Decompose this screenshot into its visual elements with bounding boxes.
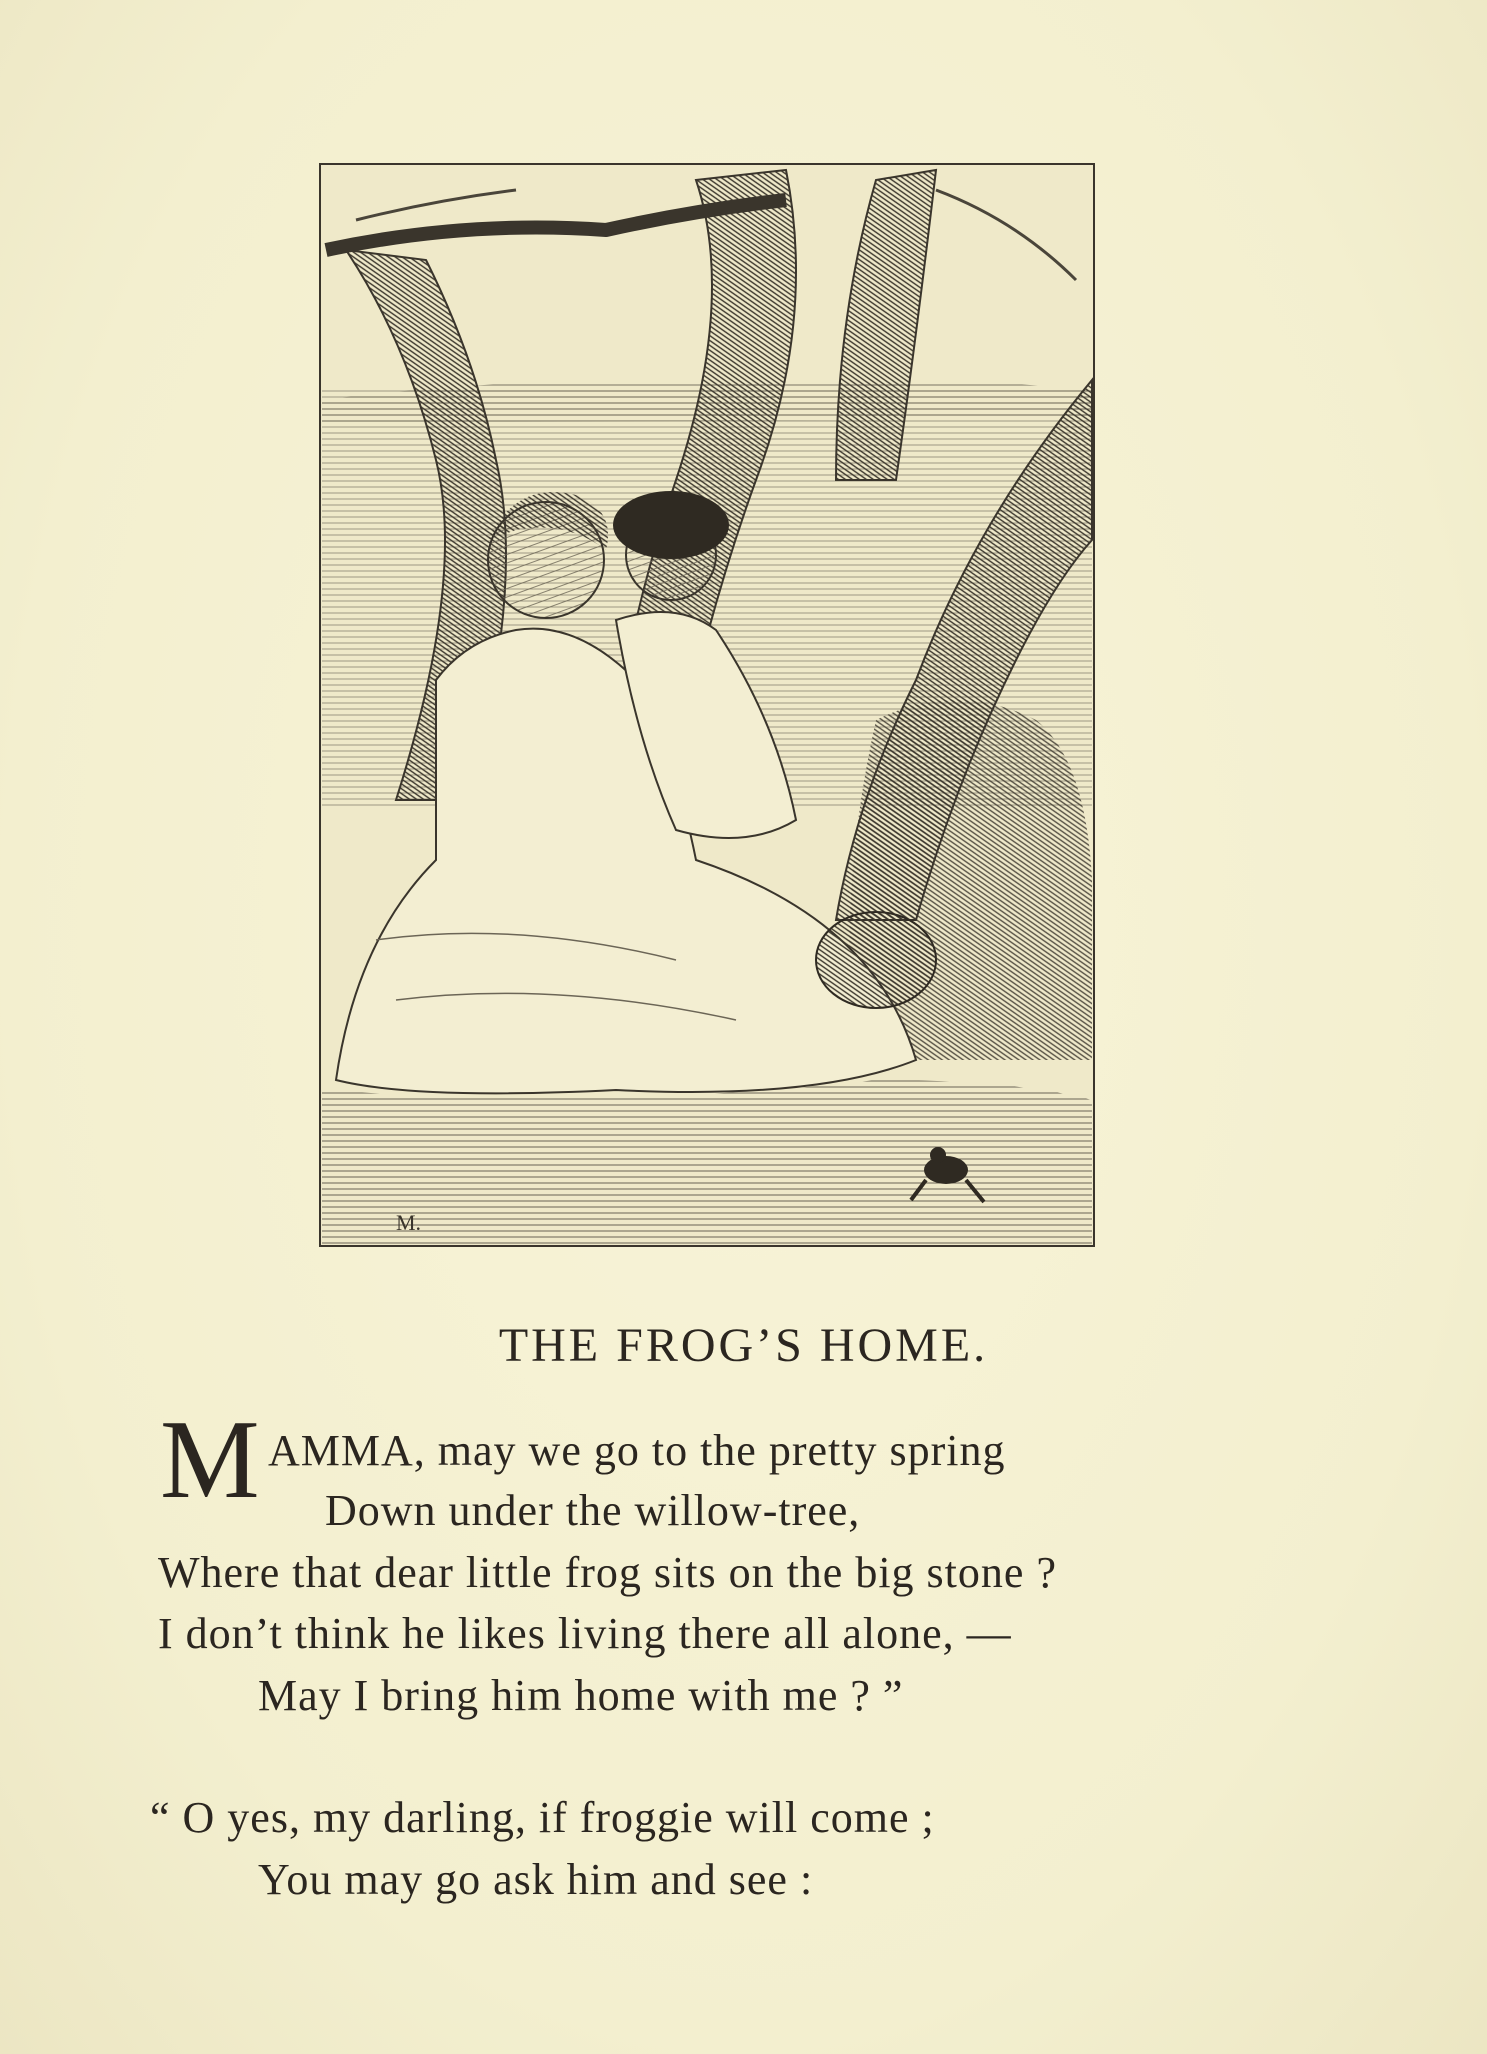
poem-line: Where that dear little frog sits on the big stone ? [158,1548,1057,1597]
poem-title: THE FROG’S HOME. [498,1319,989,1372]
poem-line: “ O yes, my darling, if froggie will come ; [150,1793,935,1842]
poem-line: May I bring him home with me ? ” [258,1671,904,1720]
engraver-signature: M. [396,1210,422,1235]
poem-line: You may go ask him and see : [258,1855,814,1904]
poem-line: Down under the willow-tree, [325,1486,861,1535]
engraving-svg [316,160,1098,1250]
pond-bank [322,1080,1092,1246]
big-stone [816,912,936,1008]
poem-line: I don’t think he likes living there all alone, — [158,1609,1012,1658]
engraving-illustration [316,160,1098,1250]
drop-cap-initial: M [160,1398,260,1522]
child-hat [613,491,729,559]
poem-line: AMMA, may we go to the pretty spring [268,1426,1006,1475]
